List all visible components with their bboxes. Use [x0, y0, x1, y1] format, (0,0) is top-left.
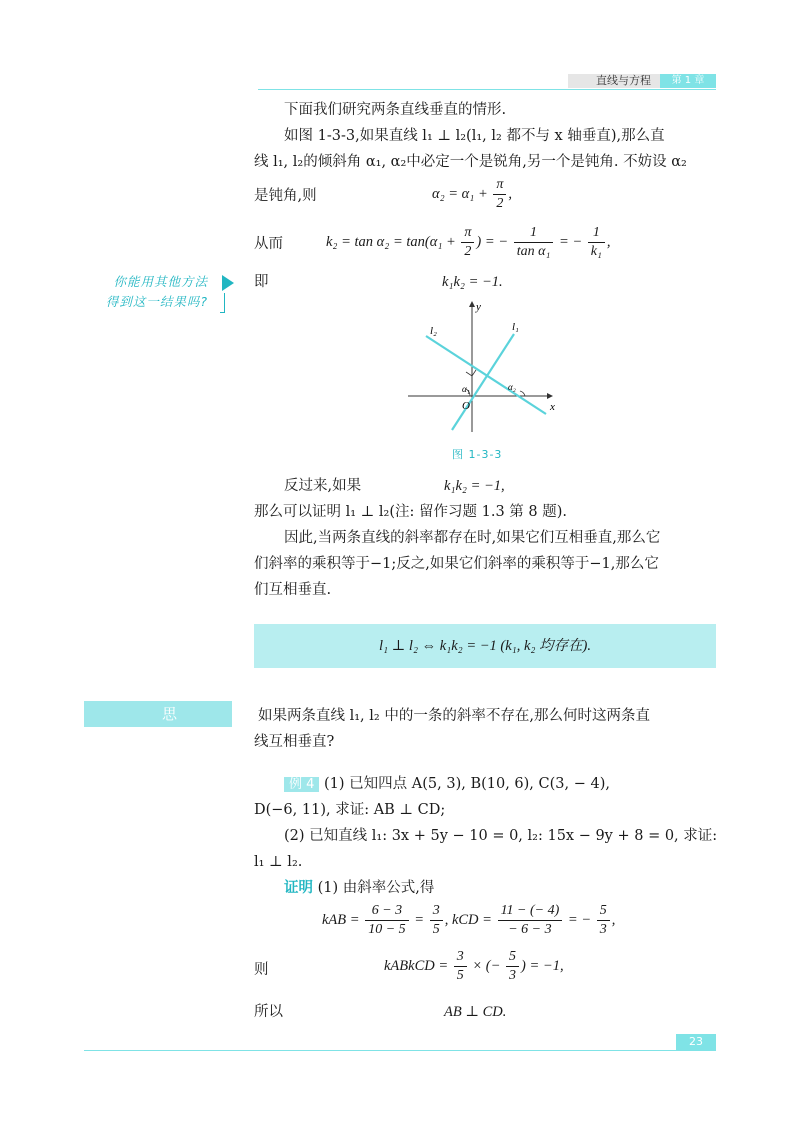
kab-num: 6 − 3: [365, 902, 408, 921]
side-note-arrow-icon: [222, 275, 234, 291]
prod-num: 3: [454, 948, 467, 967]
think-label-band: [84, 701, 232, 749]
para-thus: 从而: [254, 236, 283, 252]
prod-a: kABkCD =: [384, 957, 449, 974]
kab-label: kAB =: [322, 911, 360, 928]
equation-k1k2: k₁k₂ = −1.: [442, 274, 503, 290]
kcd-eq: = −: [567, 911, 592, 928]
side-note-bracket: [220, 293, 225, 313]
para-conversely: 反过来,如果: [284, 478, 362, 494]
proof-intro: (1) 由斜率公式,得: [317, 880, 435, 896]
line-l2: [426, 336, 546, 414]
header-rule: [258, 89, 716, 90]
equation-k1k2-conv: k₁k₂ = −1,: [444, 478, 505, 494]
proof-label: 证明: [284, 880, 313, 896]
label-origin: O: [462, 400, 470, 412]
angle-alpha2-arc: [520, 391, 525, 396]
eq1-frac: [493, 176, 506, 213]
example-p1a: (1) 已知四点 A(5, 3), B(10, 6), C(3, − 4),: [324, 776, 610, 792]
figure-caption: 图 1-3-3: [452, 448, 503, 461]
eq1-left: α₂ = α₁ +: [432, 185, 488, 202]
prod-frac2: [506, 948, 519, 985]
kcd-label: , kCD =: [444, 911, 492, 928]
equation-product: [384, 948, 564, 985]
eq2-den: 2: [464, 244, 472, 259]
proof-line1: [284, 878, 434, 898]
eq2-frac3: [588, 224, 605, 261]
label-alpha1: α₁: [462, 384, 470, 394]
prod-den: 5: [456, 968, 464, 983]
side-note-line2: 得到这一结果吗?: [105, 294, 208, 309]
label-x: x: [550, 401, 555, 413]
para-therefore3: 们互相垂直.: [254, 582, 332, 598]
example-p1b: D(−6, 11), 求证: AB ⊥ CD;: [254, 802, 446, 818]
kab-rden: 5: [432, 922, 440, 937]
para-can-prove: 那么可以证明 l₁ ⊥ l₂(注: 留作习题 1.3 第 8 题).: [254, 504, 568, 520]
figure-perpendicular-lines: [400, 296, 570, 436]
para-fig-ref: 如图 1-3-3,如果直线 l₁ ⊥ l₂(l₁, l₂ 都不与 x 轴垂直),那么直: [284, 128, 665, 144]
para-obtuse: 是钝角,则: [254, 188, 317, 204]
eq2-end: ,: [606, 233, 611, 250]
para-therefore2: 们斜率的乘积等于−1;反之,如果它们斜率的乘积等于−1,那么它: [254, 556, 659, 572]
right-angle-mark: [466, 370, 476, 376]
prod-num2: 5: [506, 948, 519, 967]
side-note-line1: 你能用其他方法: [113, 274, 208, 289]
eq2-den3: k₁: [590, 244, 602, 259]
kab-den: 10 − 5: [368, 922, 406, 937]
example-p2b: l₁ ⊥ l₂.: [254, 854, 303, 870]
kab-frac: [365, 902, 408, 939]
equation-alpha2: [432, 176, 512, 213]
header-title: 直线与方程: [596, 74, 651, 87]
header-chapter: 第 1 章: [660, 74, 716, 88]
page-number: 23: [676, 1034, 716, 1050]
para-intro: 下面我们研究两条直线垂直的情形.: [284, 102, 507, 118]
eq2-frac2: [514, 224, 554, 261]
prod-den2: 3: [509, 968, 517, 983]
example-label: 例 4: [284, 777, 319, 792]
footer-rule: [84, 1050, 716, 1051]
eq2-a: k₂ = tan α₂ = tan(α₁ +: [326, 233, 456, 250]
think-text2: 线互相垂直?: [254, 734, 335, 750]
prod-c: ) = −1,: [521, 957, 564, 974]
eq2-num2: 1: [514, 224, 554, 243]
label-alpha2: α₂: [508, 382, 516, 392]
kab-rnum: 3: [430, 902, 443, 921]
eq1-num: π: [493, 176, 506, 195]
example-line1: [284, 774, 610, 795]
think-label: 思考: [162, 705, 208, 749]
line-l1: [452, 334, 514, 430]
kcd-rden: 3: [599, 922, 607, 937]
kcd-den: − 6 − 3: [508, 922, 552, 937]
side-note: [88, 272, 208, 312]
para-namely: 即: [254, 274, 269, 290]
eq2-b: ) = −: [476, 233, 509, 250]
para-therefore1: 因此,当两条直线的斜率都存在时,如果它们互相垂直,那么它: [284, 530, 661, 546]
proof-then: 则: [254, 962, 269, 978]
equation-slopes: [322, 902, 615, 939]
equation-k2: [326, 224, 610, 261]
kab-eq: =: [414, 911, 425, 928]
eq2-c: = −: [558, 233, 583, 250]
label-y: y: [476, 301, 481, 313]
prod-frac1: [454, 948, 467, 985]
proof-conclusion: AB ⊥ CD.: [444, 1004, 507, 1020]
para-line2: 线 l₁, l₂的倾斜角 α₁, α₂中必定一个是锐角,另一个是钝角. 不妨设 α₂: [254, 154, 687, 170]
key-result-text: l₁ ⊥ l₂ ⇔ k₁k₂ = −1 (k₁, k₂ 均存在).: [378, 638, 592, 654]
eq2-den2: tan α₁: [516, 244, 551, 259]
eq1-den: 2: [496, 196, 504, 211]
kcd-rnum: 5: [597, 902, 610, 921]
prod-b: × (−: [472, 957, 501, 974]
kcd-num: 11 − (− 4): [498, 902, 563, 921]
label-l2: l₂: [430, 325, 437, 337]
eq2-num: π: [461, 224, 474, 243]
key-result-box: [254, 624, 716, 668]
proof-so: 所以: [254, 1004, 283, 1020]
kcd-end: ,: [611, 911, 616, 928]
think-text1: 如果两条直线 l₁, l₂ 中的一条的斜率不存在,那么何时这两条直: [258, 708, 650, 724]
eq2-num3: 1: [588, 224, 605, 243]
kcd-frac: [498, 902, 563, 939]
eq2-frac1: [461, 224, 474, 261]
eq1-end: ,: [508, 185, 513, 202]
kcd-result-frac: [597, 902, 610, 939]
label-l1: l₁: [512, 321, 519, 333]
example-p2a: (2) 已知直线 l₁: 3x + 5y − 10 = 0, l₂: 15x − 9y + 8 = 0, 求证:: [284, 828, 718, 844]
kab-result-frac: [430, 902, 443, 939]
